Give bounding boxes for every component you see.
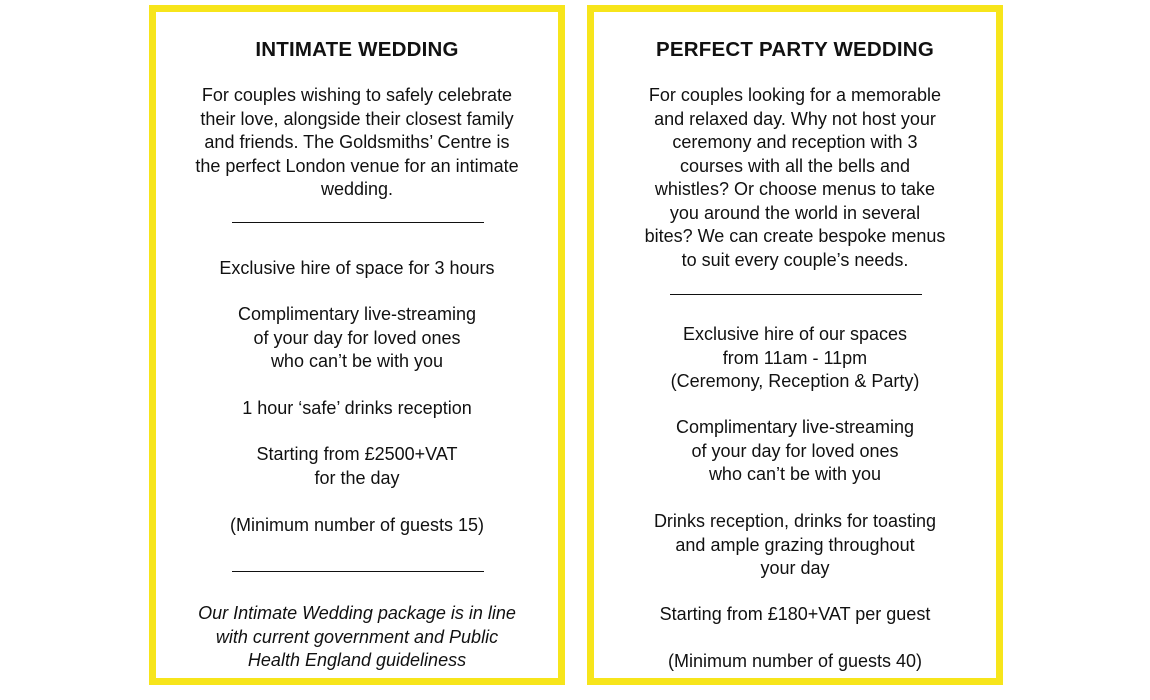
divider: [670, 294, 922, 295]
divider: [232, 571, 484, 572]
feature-item: Starting from £2500+VAT for the day: [256, 444, 458, 488]
feature-item: Starting from £180+VAT per guest: [659, 604, 931, 624]
card-title: PERFECT PARTY WEDDING: [656, 38, 934, 61]
feature-item: Complimentary live-streaming of your day for loved ones who can’t be with you: [237, 304, 477, 371]
divider: [232, 222, 484, 223]
card-title: INTIMATE WEDDING: [255, 38, 459, 61]
perfect-party-wedding-card: [587, 5, 1003, 685]
feature-item: (Minimum number of guests 15): [229, 515, 485, 535]
card-intro: For couples wishing to safely celebrate their love, alongside their closest family and friends. The Goldsmiths’ Centre is the perfect London venue for an intimate wedding.: [195, 85, 519, 199]
feature-item: Drinks reception, drinks for toasting and ample grazing throughout your day: [653, 511, 937, 578]
feature-item: 1 hour ‘safe’ drinks reception: [242, 398, 472, 418]
card-intro: For couples looking for a memorable and relaxed day. Why not host your ceremony and reception with 3 courses with all the bells and whistles? Or choose menus to take you around the world in several bites? We can create bespoke menus to suit every couple’s needs.: [644, 85, 946, 270]
intimate-wedding-card: [149, 5, 565, 685]
feature-item: Exclusive hire of space for 3 hours: [219, 258, 495, 278]
card-footnote: Our Intimate Wedding package is in line with current government and Public Health England guideliness: [198, 603, 516, 670]
feature-item: Exclusive hire of our spaces from 11am - 11pm (Ceremony, Reception & Party): [670, 324, 920, 391]
feature-item: Complimentary live-streaming of your day for loved ones who can’t be with you: [675, 417, 915, 484]
feature-item: (Minimum number of guests 40): [667, 651, 923, 671]
